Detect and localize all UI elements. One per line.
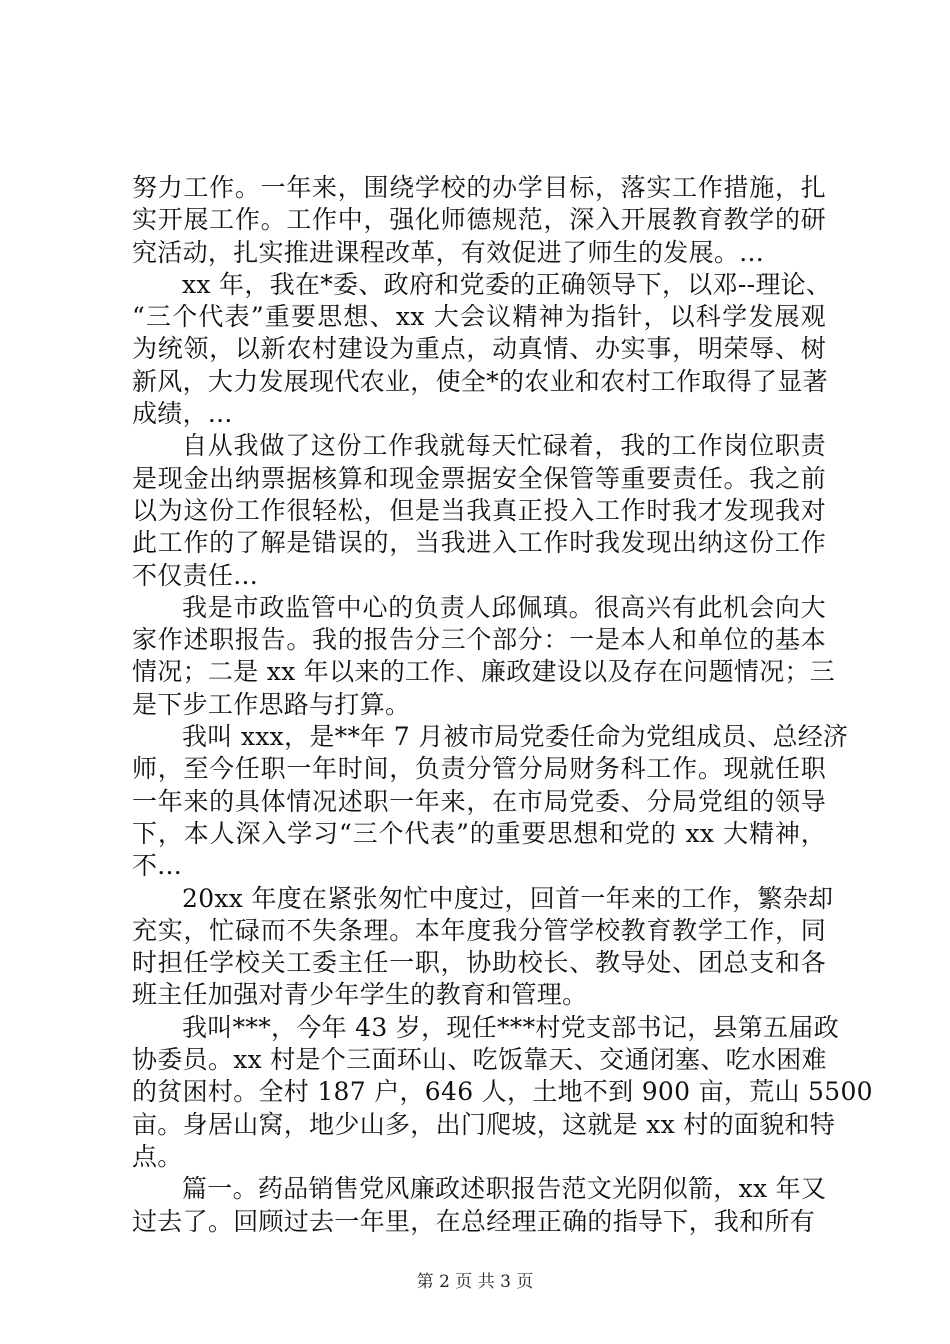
text-line: 我叫***，今年 43 岁，现任***村党支部书记，县第五届政 — [182, 1012, 840, 1042]
text-line: 过去了。回顾过去一年里，在总经理正确的指导下，我和所有 — [132, 1206, 816, 1236]
text-line: 我叫 xxx，是**年 7 月被市局党委任命为党组成员、总经济 — [182, 722, 849, 752]
text-line: “三个代表”重要思想、xx 大会议精神为指针，以科学发展观 — [132, 302, 826, 332]
paragraph — [132, 721, 849, 882]
paragraph — [132, 269, 832, 430]
document-body — [132, 172, 873, 1238]
text-line: 此工作的了解是错误的，当我进入工作时我发现出纳这份工作 — [132, 528, 826, 558]
text-line: 自从我做了这份工作我就每天忙碌着，我的工作岗位职责 — [182, 431, 826, 461]
text-line: 20xx 年度在紧张匆忙中度过，回首一年来的工作，繁杂却 — [182, 883, 834, 913]
text-line: 的贫困村。全村 187 户，646 人，土地不到 900 亩，荒山 5500 — [132, 1077, 873, 1107]
text-line: 实开展工作。工作中，强化师德规范，深入开展教育教学的研 — [132, 205, 826, 235]
paragraph — [132, 1012, 873, 1173]
text-line: xx 年，我在*委、政府和党委的正确领导下，以邓--理论、 — [182, 269, 832, 299]
paragraph — [132, 430, 826, 591]
text-line: 点。 — [132, 1141, 183, 1171]
text-line: 情况；二是 xx 年以来的工作、廉政建设以及存在问题情况；三 — [132, 657, 836, 687]
page-footer: 第 2 页 共 3 页 — [416, 1272, 534, 1292]
text-line: 成绩，... — [132, 399, 233, 429]
text-line: 充实，忙碌而不失条理。本年度我分管学校教育教学工作，同 — [132, 915, 826, 945]
text-line: 时担任学校关工委主任一职，协助校长、教导处、团总支和各 — [132, 948, 826, 978]
text-line: 新风，大力发展现代农业，使全*的农业和农村工作取得了显著 — [132, 366, 828, 396]
text-line: 亩。身居山窝，地少山多，出门爬坡，这就是 xx 村的面貌和特 — [132, 1109, 836, 1139]
text-line: 是现金出纳票据核算和现金票据安全保管等重要责任。我之前 — [132, 463, 826, 493]
text-line: 班主任加强对青少年学生的教育和管理。 — [132, 980, 588, 1010]
text-line: 以为这份工作很轻松，但是当我真正投入工作时我才发现我对 — [132, 495, 826, 525]
text-line: 师，至今任职一年时间，负责分管分局财务科工作。现就任职 — [132, 754, 826, 784]
text-line: 不仅责任... — [132, 560, 258, 590]
text-line: 下，本人深入学习“三个代表”的重要思想和党的 xx 大精神， — [132, 818, 826, 848]
paragraph — [132, 883, 834, 1012]
text-line: 家作述职报告。我的报告分三个部分：一是本人和单位的基本 — [132, 625, 826, 655]
paragraph — [132, 172, 826, 269]
text-line: 协委员。xx 村是个三面环山、吃饭靠天、交通闭塞、吃水困难 — [132, 1045, 827, 1075]
paragraph — [132, 1173, 826, 1238]
text-line: 是下步工作思路与打算。 — [132, 689, 411, 719]
paragraph — [132, 592, 836, 721]
text-line: 究活动，扎实推进课程改革，有效促进了师生的发展。... — [132, 237, 764, 267]
text-line: 不... — [132, 851, 183, 881]
text-line: 我是市政监管中心的负责人邱佩瑱。很高兴有此机会向大 — [182, 592, 826, 622]
text-line: 篇一。药品销售党风廉政述职报告范文光阴似箭，xx 年又 — [182, 1174, 827, 1204]
text-line: 为统领，以新农村建设为重点，动真情、办实事，明荣辱、树 — [132, 334, 826, 364]
text-line: 一年来的具体情况述职一年来，在市局党委、分局党组的领导 — [132, 786, 826, 816]
text-line: 努力工作。一年来，围绕学校的办学目标，落实工作措施，扎 — [132, 173, 826, 202]
